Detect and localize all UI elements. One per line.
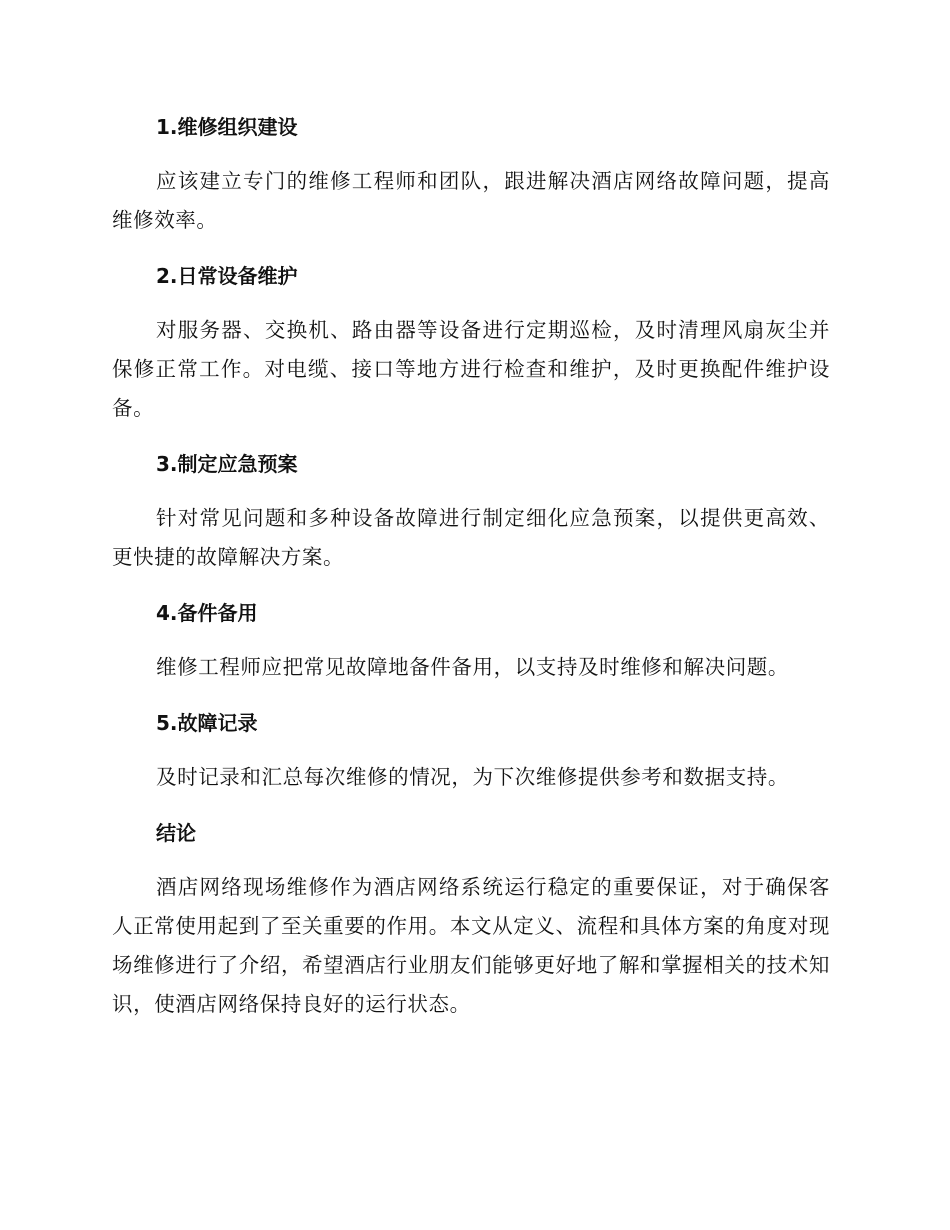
section-heading: 5.故障记录 [156, 711, 258, 735]
section-conclusion [112, 814, 830, 1024]
section-paragraph: 对服务器、交换机、路由器等设备进行定期巡检，及时清理风扇灰尘并保修正常工作。对电缆、接口等地方进行检查和维护，及时更换配件维护设备。 [112, 318, 830, 420]
section-heading: 2.日常设备维护 [156, 264, 298, 288]
section-paragraph: 维修工程师应把常见故障地备件备用，以支持及时维修和解决问题。 [156, 655, 789, 679]
section-paragraph: 及时记录和汇总每次维修的情况，为下次维修提供参考和数据支持。 [156, 765, 789, 789]
section-heading: 4.备件备用 [156, 601, 258, 625]
section-spare-parts [112, 594, 830, 687]
section-heading: 结论 [156, 821, 196, 845]
section-paragraph: 针对常见问题和多种设备故障进行制定细化应急预案，以提供更高效、更快捷的故障解决方案。 [112, 506, 830, 569]
section-emergency-plan [112, 445, 830, 577]
section-paragraph: 应该建立专门的维修工程师和团队，跟进解决酒店网络故障问题，提高维修效率。 [112, 169, 830, 232]
section-daily-maintenance [112, 257, 830, 428]
document-content [112, 108, 830, 1041]
section-maintenance-organization [112, 108, 830, 240]
section-fault-records [112, 704, 830, 797]
section-heading: 1.维修组织建设 [156, 115, 298, 139]
section-heading: 3.制定应急预案 [156, 452, 298, 476]
section-paragraph: 酒店网络现场维修作为酒店网络系统运行稳定的重要保证，对于确保客人正常使用起到了至关重要的作用。本文从定义、流程和具体方案的角度对现场维修进行了介绍，希望酒店行业朋友们能够更好地了解和掌握相关的技术知识，使酒店网络保持良好的运行状态。 [112, 875, 830, 1016]
